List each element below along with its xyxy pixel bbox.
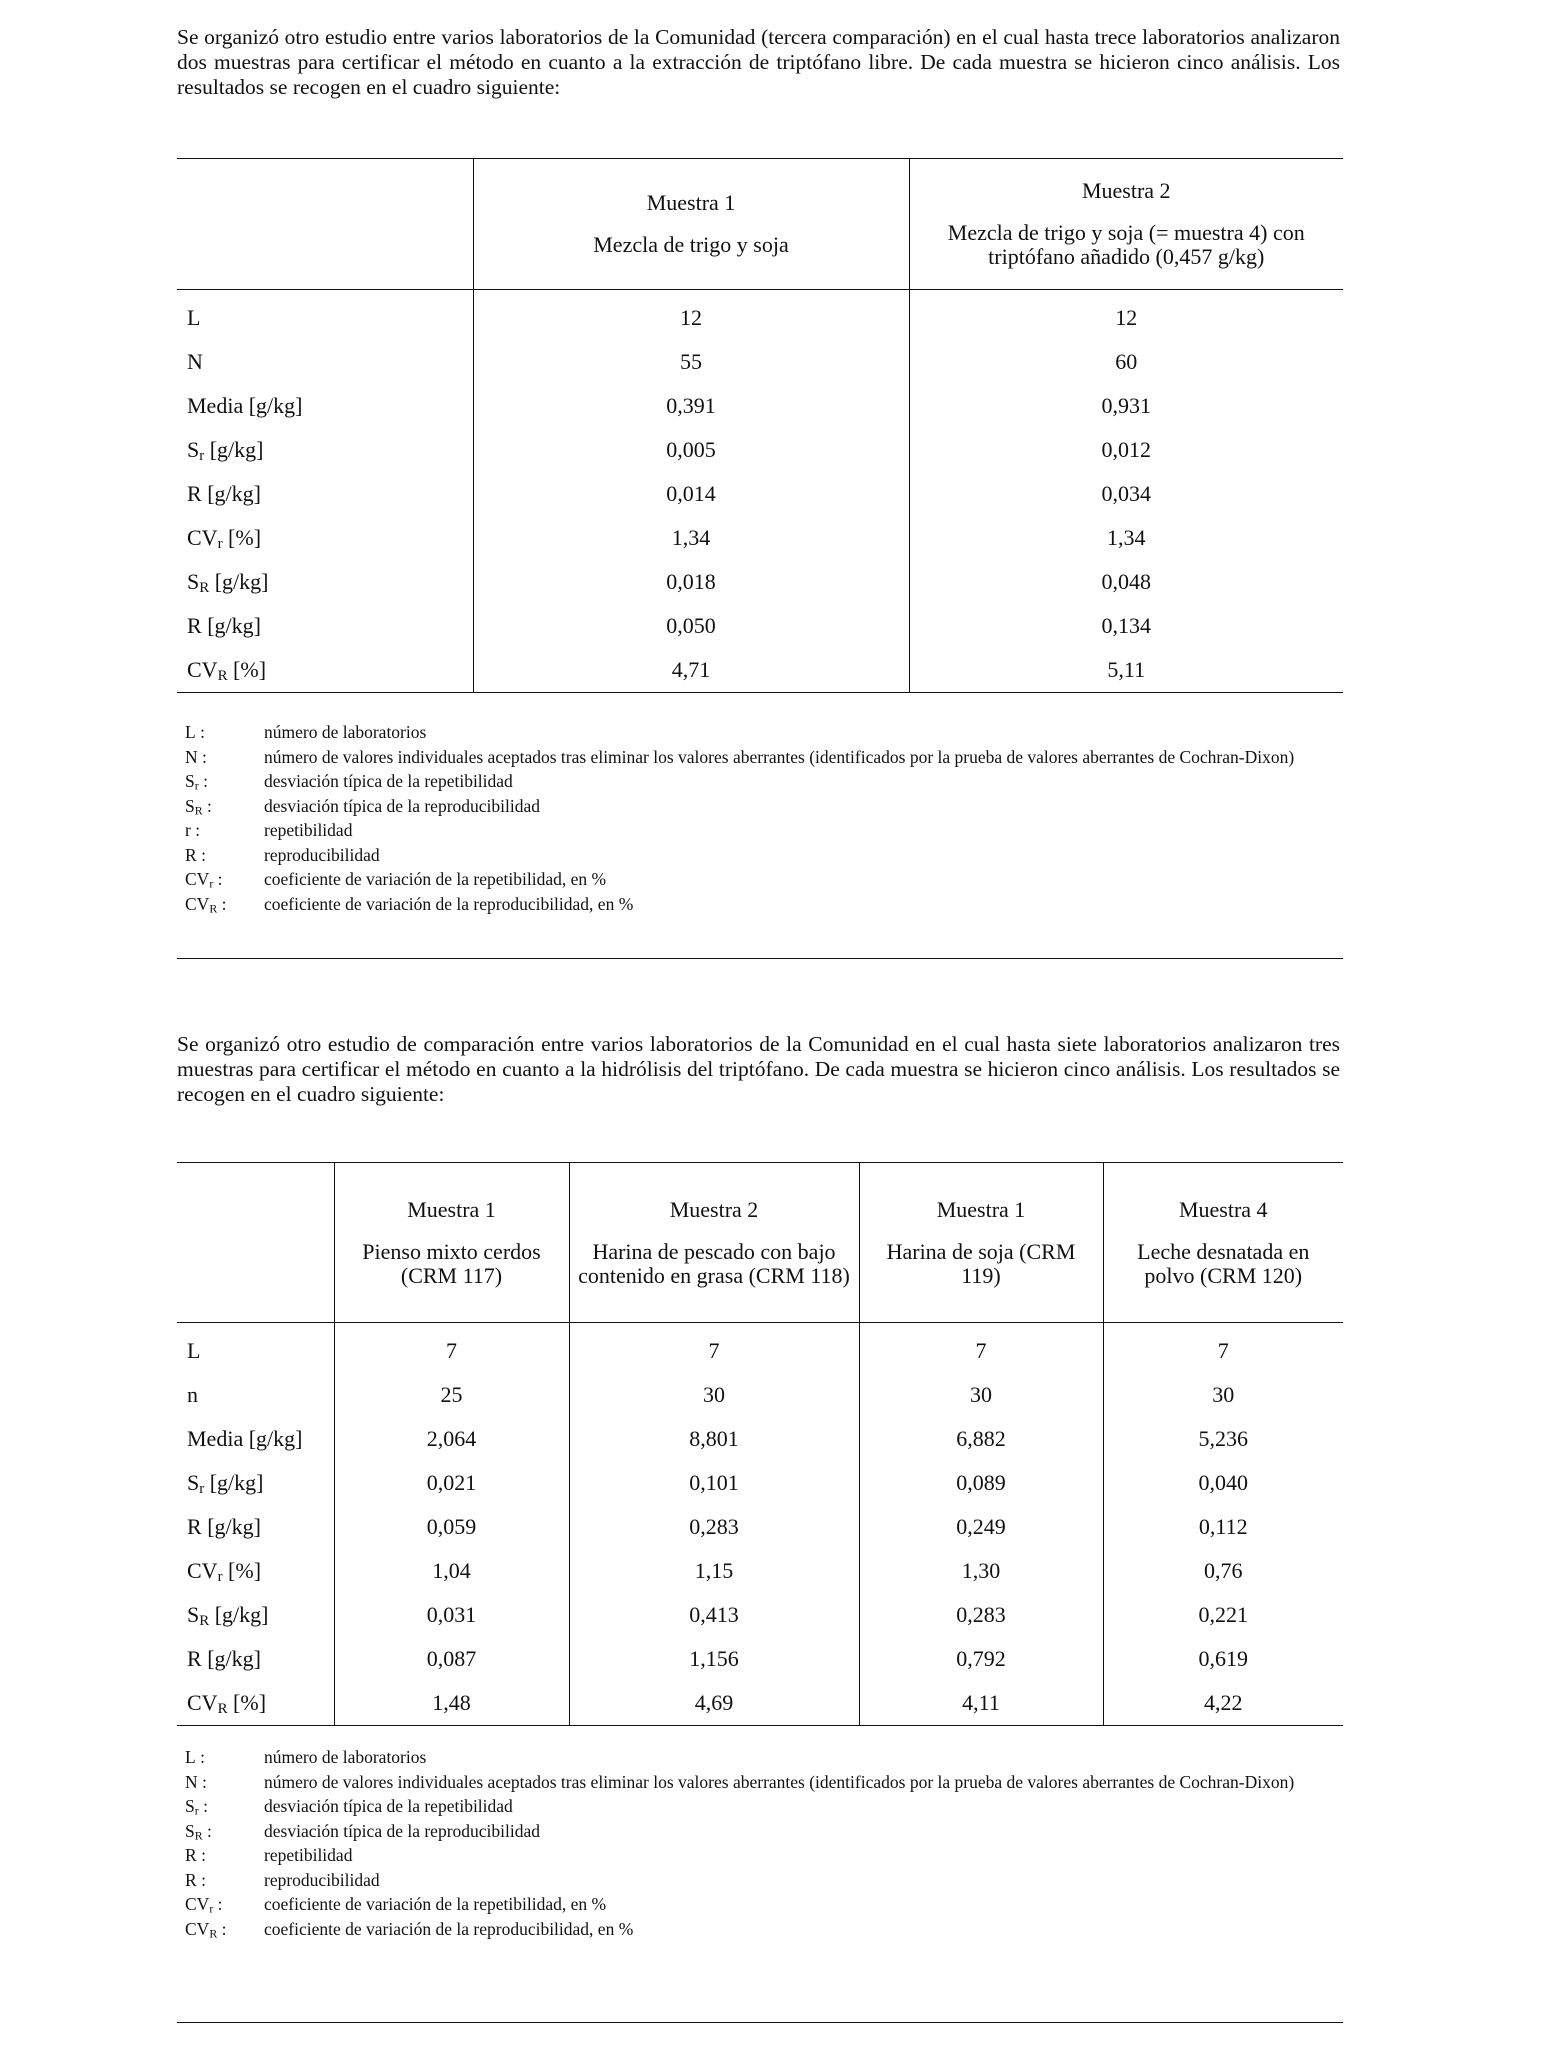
table-cell: 0,931: [909, 384, 1343, 428]
table-row: [177, 1593, 1343, 1637]
column-header: Muestra 2 Harina de pescado con bajo contenido en grasa (CRM 118): [569, 1163, 859, 1323]
row-label: Media [g/kg]: [187, 1426, 303, 1451]
table-row: [177, 1461, 1343, 1505]
table-row: [177, 428, 1343, 472]
table-row: [177, 516, 1343, 560]
row-label: R [g/kg]: [187, 481, 261, 506]
page-bottom-rule: [177, 2022, 1343, 2023]
table-row: [177, 1681, 1343, 1726]
table-cell: 0,391: [473, 384, 909, 428]
legend-item: $S_r$ : desviación típica de la repetibilidad: [185, 771, 513, 793]
row-label: $CV_r$ [%]: [187, 525, 262, 552]
legend-item: $CV_R$ : coeficiente de variación de la reproducibilidad, en %: [185, 1918, 634, 1940]
table-cell: 0,112: [1103, 1505, 1343, 1549]
table-cell: 12: [473, 290, 909, 341]
legend-item: $CV_r$ : coeficiente de variación de la repetibilidad, en %: [185, 869, 607, 891]
table-cell: 7: [569, 1323, 859, 1374]
table-legend-2: [177, 1745, 1343, 1941]
legend-item: L : número de laboratorios: [185, 722, 427, 742]
table-cell: 1,34: [909, 516, 1343, 560]
table-header-row: [177, 1163, 1343, 1323]
table-cell: 7: [859, 1323, 1103, 1374]
table-row: [177, 648, 1343, 693]
table-cell: 0,283: [569, 1505, 859, 1549]
table-cell: 0,087: [334, 1637, 569, 1681]
table-row: [177, 1417, 1343, 1461]
row-label: $CV_R$ [%]: [177, 648, 473, 693]
results-table-2: [177, 1162, 1343, 1726]
row-label: $CV_r$ [%]: [187, 1558, 262, 1585]
table-row: [177, 384, 1343, 428]
table-cell: 0,76: [1103, 1549, 1343, 1593]
row-label: L: [187, 305, 201, 330]
row-label: R [g/kg]: [187, 613, 261, 638]
table-cell: 7: [1103, 1323, 1343, 1374]
section-divider: [177, 958, 1343, 959]
table-cell: 0,619: [1103, 1637, 1343, 1681]
table-row: [177, 472, 1343, 516]
table-cell: 0,221: [1103, 1593, 1343, 1637]
table-cell: 1,156: [569, 1637, 859, 1681]
table-cell: 0,089: [859, 1461, 1103, 1505]
legend-item: $S_R$ : desviación típica de la reproducibilidad: [185, 1820, 541, 1842]
header-corner-cell: [177, 1163, 334, 1323]
row-label: $S_R$ [g/kg]: [187, 569, 269, 596]
table-cell: 4,69: [569, 1681, 859, 1726]
legend-item: $S_R$ : desviación típica de la reproducibilidad: [185, 795, 541, 817]
table-row: [177, 1323, 1343, 1374]
table-cell: 1,15: [569, 1549, 859, 1593]
legend-item: L : número de laboratorios: [185, 1747, 427, 1767]
table-row: [177, 1637, 1343, 1681]
intro-paragraph-2: Se organizó otro estudio de comparación entre varios laboratorios de la Comunidad en el cual hasta siete laboratorios analizaron tres muestras para certificar el método en cuanto a la hidrólisis del triptófano. De cada muestra se hicieron cinco análisis. Los resultados se recogen en el cuadro siguiente:: [177, 1032, 1340, 1106]
row-label: $CV_R$ [%]: [177, 1681, 334, 1726]
row-label: R [g/kg]: [187, 1514, 261, 1539]
table-row: [177, 1549, 1343, 1593]
table-cell: 0,012: [909, 428, 1343, 472]
table-row: [177, 1505, 1343, 1549]
column-header: Muestra 1 Pienso mixto cerdos (CRM 117): [334, 1163, 569, 1323]
table-cell: 25: [334, 1373, 569, 1417]
table-cell: 0,014: [473, 472, 909, 516]
legend-item: N : número de valores individuales aceptados tras eliminar los valores aberrantes (identificados por la prueba de valores aberrantes de Cochran-Dixon): [185, 1771, 1295, 1792]
column-header: Muestra 2 Mezcla de trigo y soja (= muestra 4) con triptófano añadido (0,457 g/kg): [909, 159, 1343, 290]
row-label: n: [187, 1382, 198, 1407]
legend-item: N : número de valores individuales aceptados tras eliminar los valores aberrantes (identificados por la prueba de valores aberrantes de Cochran-Dixon): [185, 746, 1295, 767]
legend-item: R : repetibilidad: [185, 1845, 353, 1865]
table-row: [177, 560, 1343, 604]
row-label: R [g/kg]: [187, 1646, 261, 1671]
table-row: [177, 290, 1343, 341]
row-label: $S_r$ [g/kg]: [187, 437, 264, 464]
table-cell: 1,48: [334, 1681, 569, 1726]
row-label: N: [187, 349, 203, 374]
table-cell: 0,413: [569, 1593, 859, 1637]
header-corner-cell: [177, 159, 473, 290]
table-cell: 8,801: [569, 1417, 859, 1461]
table-legend-1: [177, 720, 1343, 916]
table-row: [177, 340, 1343, 384]
column-header: Muestra 4 Leche desnatada en polvo (CRM 120): [1103, 1163, 1343, 1323]
legend-item: $CV_R$ : coeficiente de variación de la reproducibilidad, en %: [185, 893, 634, 915]
legend-item: $CV_r$ : coeficiente de variación de la repetibilidad, en %: [185, 1894, 607, 1916]
row-label: $S_R$ [g/kg]: [187, 1602, 269, 1629]
table-cell: 0,018: [473, 560, 909, 604]
table-cell: 6,882: [859, 1417, 1103, 1461]
table-cell: 60: [909, 340, 1343, 384]
table-cell: 0,021: [334, 1461, 569, 1505]
table-row: [177, 604, 1343, 648]
table-cell: 2,064: [334, 1417, 569, 1461]
table-cell: 5,236: [1103, 1417, 1343, 1461]
table-cell: 12: [909, 290, 1343, 341]
legend-item: r : repetibilidad: [185, 820, 353, 840]
table-cell: 30: [859, 1373, 1103, 1417]
table-row: [177, 1373, 1343, 1417]
row-label: $S_r$ [g/kg]: [187, 1470, 264, 1497]
table-cell: 7: [334, 1323, 569, 1374]
legend-item: R : reproducibilidad: [185, 1869, 380, 1890]
row-label: L: [187, 1338, 201, 1363]
table-cell: 0,048: [909, 560, 1343, 604]
column-header: Muestra 1 Mezcla de trigo y soja: [473, 159, 909, 290]
table-cell: 5,11: [909, 648, 1343, 693]
table-cell: 4,22: [1103, 1681, 1343, 1726]
table-cell: 55: [473, 340, 909, 384]
table-cell: 0,040: [1103, 1461, 1343, 1505]
table-cell: 0,134: [909, 604, 1343, 648]
table-cell: 0,059: [334, 1505, 569, 1549]
row-label: Media [g/kg]: [187, 393, 303, 418]
table-cell: 0,031: [334, 1593, 569, 1637]
table-cell: 4,71: [473, 648, 909, 693]
table-cell: 0,249: [859, 1505, 1103, 1549]
table-cell: 1,30: [859, 1549, 1103, 1593]
table-cell: 0,792: [859, 1637, 1103, 1681]
table-cell: 0,050: [473, 604, 909, 648]
table-cell: 1,34: [473, 516, 909, 560]
table-cell: 0,101: [569, 1461, 859, 1505]
table-cell: 30: [569, 1373, 859, 1417]
table-cell: 30: [1103, 1373, 1343, 1417]
legend-item: $S_r$ : desviación típica de la repetibilidad: [185, 1796, 513, 1818]
table-cell: 0,283: [859, 1593, 1103, 1637]
table-header-row: [177, 159, 1343, 290]
table-cell: 0,005: [473, 428, 909, 472]
legend-item: R : reproducibilidad: [185, 844, 380, 865]
column-header: Muestra 1 Harina de soja (CRM 119): [859, 1163, 1103, 1323]
table-cell: 1,04: [334, 1549, 569, 1593]
table-cell: 4,11: [859, 1681, 1103, 1726]
table-cell: 0,034: [909, 472, 1343, 516]
results-table-1: [177, 158, 1343, 693]
intro-paragraph-1: Se organizó otro estudio entre varios laboratorios de la Comunidad (tercera comparación) en el cual hasta trece laboratorios analizaron dos muestras para certificar el método en cuanto a la extracción de triptófano libre. De cada muestra se hicieron cinco análisis. Los resultados se recogen en el cuadro siguiente:: [177, 25, 1340, 99]
